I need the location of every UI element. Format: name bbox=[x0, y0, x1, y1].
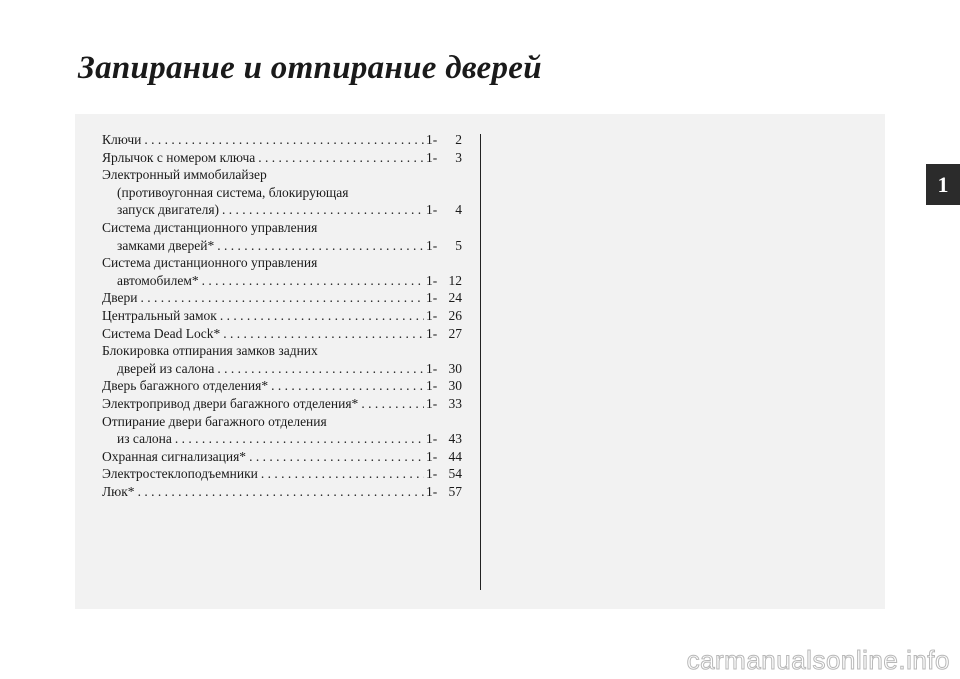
toc-page-number: 24 bbox=[448, 290, 462, 306]
toc-line bbox=[102, 254, 462, 272]
toc-line bbox=[102, 131, 462, 149]
toc-entry[interactable] bbox=[102, 166, 462, 219]
toc-entry[interactable] bbox=[102, 254, 462, 289]
toc-entry-title: замками дверей* bbox=[117, 237, 215, 253]
toc-page-number: 43 bbox=[448, 431, 462, 447]
toc-entry-title: запуск двигателя) bbox=[117, 202, 220, 218]
dot-leader bbox=[361, 395, 424, 413]
toc-page-number: 44 bbox=[448, 448, 462, 464]
toc-entry[interactable] bbox=[102, 448, 462, 466]
toc-page-number: 2 bbox=[455, 132, 462, 147]
dot-leader bbox=[271, 377, 424, 395]
toc-entry-title: дверей из салона bbox=[117, 360, 215, 376]
toc-section-prefix: 1- bbox=[426, 360, 438, 376]
toc-page-number: 3 bbox=[455, 149, 462, 165]
page-title: Запирание и отпирание дверей bbox=[78, 50, 542, 86]
toc-entry[interactable] bbox=[102, 325, 462, 343]
toc-entry-title: Электропривод двери багажного отделения* bbox=[102, 395, 359, 411]
toc-section-prefix: 1- bbox=[426, 395, 438, 411]
watermark: carmanualsonline.info bbox=[686, 645, 950, 675]
toc-entry-title: Ключи bbox=[102, 132, 142, 147]
toc-entry-title: Двери bbox=[102, 290, 138, 306]
toc-entry[interactable] bbox=[102, 395, 462, 413]
toc-entry-title: Центральный замок bbox=[102, 307, 217, 323]
toc-line bbox=[102, 360, 462, 378]
toc-entry-title: Отпирание двери багажного отделения bbox=[102, 413, 327, 429]
toc-entry-title: Люк* bbox=[102, 483, 135, 499]
toc-page-number: 30 bbox=[448, 378, 462, 394]
dot-leader bbox=[258, 149, 424, 167]
toc-line bbox=[102, 325, 462, 343]
toc-line bbox=[102, 219, 462, 237]
toc-entry-title: (противоугонная система, блокирующая bbox=[117, 184, 349, 200]
dot-leader bbox=[138, 483, 424, 501]
toc-page-number: 57 bbox=[448, 483, 462, 499]
toc-section-prefix: 1- bbox=[426, 237, 438, 253]
toc-page-number: 5 bbox=[455, 237, 462, 253]
dot-leader bbox=[222, 201, 424, 219]
toc-entry[interactable] bbox=[102, 377, 462, 395]
toc-entry-title: из салона bbox=[117, 431, 172, 447]
toc-entry-title: Блокировка отпирания замков задних bbox=[102, 343, 318, 359]
toc-page-number: 33 bbox=[448, 395, 462, 411]
chapter-tab[interactable]: 1 bbox=[926, 164, 960, 205]
toc-entry-title: Система дистанционного управления bbox=[102, 219, 318, 235]
toc-entry[interactable] bbox=[102, 149, 462, 167]
toc-entry-title: Система Dead Lock* bbox=[102, 325, 221, 341]
toc-page-number: 26 bbox=[448, 307, 462, 323]
dot-leader bbox=[217, 237, 424, 255]
toc-line bbox=[102, 201, 462, 219]
toc-entry[interactable] bbox=[102, 289, 462, 307]
toc-line bbox=[102, 483, 462, 501]
toc-section-prefix: 1- bbox=[426, 483, 438, 499]
toc-entry[interactable] bbox=[102, 307, 462, 325]
toc-line bbox=[102, 342, 462, 360]
toc-entry-title: Охранная сигнализация* bbox=[102, 448, 247, 464]
dot-leader bbox=[140, 289, 424, 307]
dot-leader bbox=[217, 360, 424, 378]
toc-section-prefix: 1- bbox=[426, 325, 438, 341]
column-divider bbox=[480, 134, 481, 590]
toc-line bbox=[102, 448, 462, 466]
toc-section-prefix: 1- bbox=[426, 431, 438, 447]
toc-entry[interactable] bbox=[102, 483, 462, 501]
toc-section-prefix: 1- bbox=[426, 272, 438, 288]
toc-line bbox=[102, 184, 462, 202]
toc-entry-title: автомобилем* bbox=[117, 272, 199, 288]
toc-entry-title: Ярлычок с номером ключа bbox=[102, 149, 256, 165]
toc-line bbox=[102, 395, 462, 413]
dot-leader bbox=[223, 325, 424, 343]
toc-page-number: 27 bbox=[448, 325, 462, 341]
dot-leader bbox=[220, 307, 424, 325]
dot-leader bbox=[249, 448, 424, 466]
toc-line bbox=[102, 377, 462, 395]
toc-section-prefix: 1- bbox=[426, 202, 438, 218]
toc-entry-title: Дверь багажного отделения* bbox=[102, 378, 269, 394]
toc-section-prefix: 1- bbox=[426, 132, 438, 147]
toc-line bbox=[102, 307, 462, 325]
toc-section-prefix: 1- bbox=[426, 448, 438, 464]
toc-section-prefix: 1- bbox=[426, 290, 438, 306]
toc-page-number: 30 bbox=[448, 360, 462, 376]
dot-leader bbox=[144, 131, 424, 149]
toc-line bbox=[102, 166, 462, 184]
toc-line bbox=[102, 413, 462, 431]
toc-panel bbox=[75, 114, 885, 609]
dot-leader bbox=[175, 430, 424, 448]
toc-entry-title: Электростеклоподъемники bbox=[102, 466, 258, 482]
toc-entry[interactable] bbox=[102, 465, 462, 483]
toc-page-number: 54 bbox=[448, 466, 462, 482]
toc-entry[interactable] bbox=[102, 413, 462, 448]
toc-entry[interactable] bbox=[102, 219, 462, 254]
toc-line bbox=[102, 430, 462, 448]
toc-page-number: 4 bbox=[455, 202, 462, 218]
toc-line bbox=[102, 272, 462, 290]
toc-line bbox=[102, 237, 462, 255]
toc-section-prefix: 1- bbox=[426, 149, 438, 165]
toc-entry-title: Система дистанционного управления bbox=[102, 255, 318, 271]
toc-section-prefix: 1- bbox=[426, 378, 438, 394]
toc-entry[interactable] bbox=[102, 342, 462, 377]
toc-line bbox=[102, 149, 462, 167]
toc-line bbox=[102, 289, 462, 307]
dot-leader bbox=[261, 465, 424, 483]
toc-list bbox=[102, 131, 462, 500]
toc-entry[interactable] bbox=[102, 131, 462, 149]
toc-line bbox=[102, 465, 462, 483]
dot-leader bbox=[202, 272, 424, 290]
toc-section-prefix: 1- bbox=[426, 466, 438, 482]
toc-entry-title: Электронный иммобилайзер bbox=[102, 167, 267, 183]
toc-section-prefix: 1- bbox=[426, 307, 438, 323]
toc-page-number: 12 bbox=[448, 272, 462, 288]
